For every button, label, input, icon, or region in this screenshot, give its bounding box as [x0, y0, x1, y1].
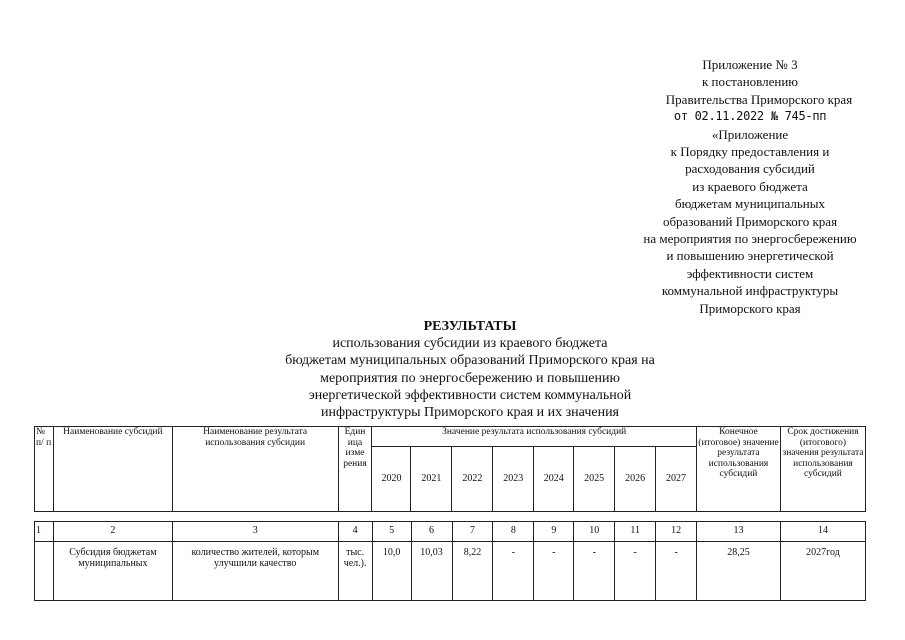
title-line: энергетической эффективности систем коммунальной — [308, 387, 632, 403]
row-value-2024: - — [534, 542, 574, 601]
column-number: 6 — [411, 522, 452, 542]
row-final-value: 28,25 — [697, 542, 781, 601]
column-number: 9 — [534, 522, 574, 542]
appendix-line: образований Приморского края — [662, 213, 838, 229]
row-value-2020: 10,0 — [372, 542, 411, 601]
header-year: 2024 — [534, 447, 574, 512]
row-deadline: 2027год — [780, 542, 865, 601]
appendix-line: «Приложение — [711, 126, 789, 142]
table-row — [35, 542, 866, 601]
column-number: 13 — [697, 522, 781, 542]
appendix-line: из краевого бюджета — [692, 178, 808, 194]
column-number: 2 — [53, 522, 172, 542]
header-unit: Един ица изме рения — [338, 427, 372, 512]
column-number: 14 — [780, 522, 865, 542]
results-table-body — [34, 521, 866, 601]
header-year: 2022 — [452, 447, 493, 512]
resolution-number: от 02.11.2022 № 745-пп — [673, 109, 827, 124]
appendix-line: Приложение № 3 — [702, 57, 798, 72]
header-year: 2021 — [411, 447, 452, 512]
column-number: 3 — [172, 522, 338, 542]
row-value-2025: - — [574, 542, 615, 601]
title-line: мероприятия по энергосбережению и повышению — [320, 370, 620, 386]
header-final-value: Конечное (итоговое) значение результата использования субсидий — [696, 427, 780, 512]
header-num: № п/ п — [35, 427, 54, 512]
appendix-line: Приморского края — [699, 300, 801, 316]
appendix-line: к постановлению — [701, 74, 799, 90]
header-deadline: Срок достижения (итогового) значения результата использования субсидий — [780, 427, 865, 512]
column-number: 10 — [574, 522, 615, 542]
appendix-line: эффективности систем — [686, 265, 814, 281]
title-line: бюджетам муниципальных образований Приморского края на — [285, 353, 655, 369]
appendix-line: к Порядку предоставления и — [670, 144, 830, 160]
column-number: 1 — [35, 522, 54, 542]
column-number: 8 — [493, 522, 534, 542]
appendix-line: на мероприятия по энергосбережению — [643, 231, 857, 247]
row-value-2023: - — [493, 542, 534, 601]
row-subsidy-name: Субсидия бюджетам муниципальных — [53, 542, 172, 601]
appendix-header — [600, 56, 900, 317]
title-heading: РЕЗУЛЬТАТЫ — [423, 319, 517, 334]
appendix-line: и повышению энергетической — [666, 248, 834, 264]
header-values-group: Значение результата использования субсидий — [372, 427, 697, 447]
column-number: 5 — [372, 522, 411, 542]
appendix-line: расходования субсидий — [685, 161, 815, 177]
row-value-2026: - — [615, 542, 656, 601]
column-number: 7 — [452, 522, 493, 542]
header-year: 2020 — [372, 447, 411, 512]
appendix-line: коммунальной инфраструктуры — [661, 283, 839, 299]
header-year: 2023 — [493, 447, 534, 512]
column-number: 11 — [615, 522, 656, 542]
results-table-header — [34, 426, 866, 512]
column-number: 12 — [656, 522, 697, 542]
header-year: 2026 — [615, 447, 656, 512]
title-line: использования субсидии из краевого бюджета — [332, 336, 608, 352]
appendix-line: Правительства Приморского края — [665, 91, 853, 107]
row-num — [35, 542, 54, 601]
header-subsidy-name: Наименование субсидий — [53, 427, 172, 512]
header-year: 2027 — [656, 447, 697, 512]
row-value-2027: - — [656, 542, 697, 601]
row-value-2022: 8,22 — [452, 542, 493, 601]
title-line: инфраструктуры Приморского края и их значения — [321, 405, 619, 421]
appendix-line: бюджетам муниципальных — [675, 196, 825, 212]
row-result-name: количество жителей, которым улучшили качество — [172, 542, 338, 601]
row-unit: тыс. чел.). — [338, 542, 372, 601]
header-year: 2025 — [574, 447, 615, 512]
row-value-2021: 10,03 — [411, 542, 452, 601]
document-title — [240, 318, 700, 421]
column-number: 4 — [338, 522, 372, 542]
header-result-name: Наименование результата использования субсидии — [172, 427, 338, 512]
